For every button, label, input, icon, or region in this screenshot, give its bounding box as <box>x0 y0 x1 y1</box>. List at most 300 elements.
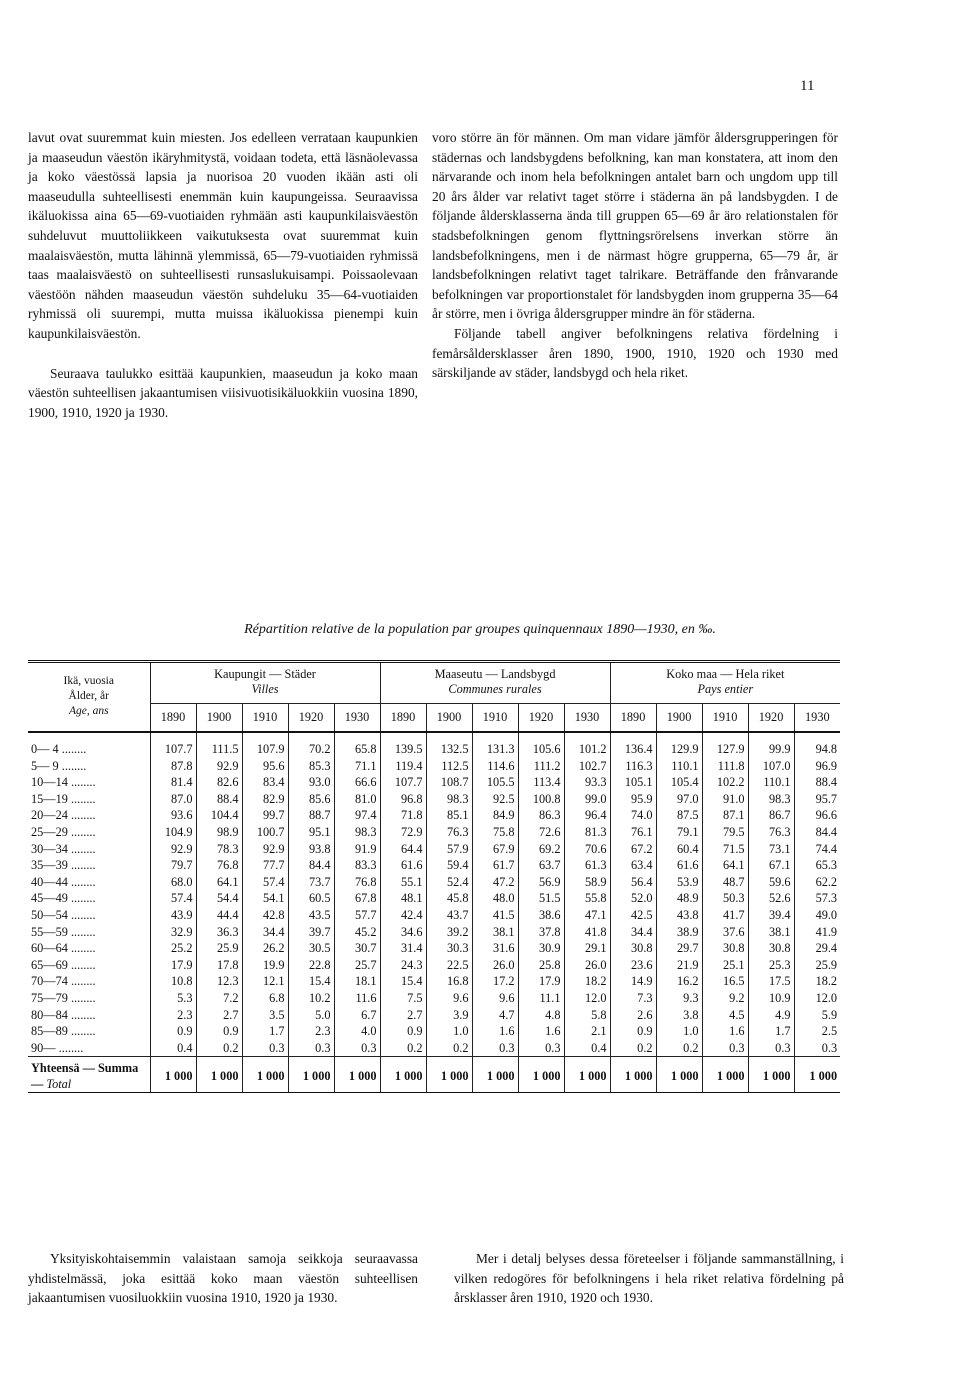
value-cell: 0.4 <box>564 1040 610 1057</box>
value-cell: 7.3 <box>610 990 656 1007</box>
value-cell: 41.8 <box>564 924 610 941</box>
value-cell: 12.0 <box>815 990 838 1005</box>
value-cell: 38.1 <box>748 924 794 941</box>
value-cell: 101.2 <box>564 741 610 758</box>
value-cell: 61.3 <box>564 857 610 874</box>
age-group-cell: 75—79 ........ <box>28 990 150 1007</box>
value-cell: 98.9 <box>196 824 242 841</box>
finnish-paragraph-1: lavut ovat suuremmat kuin miesten. Jos edelleen verrataan kaupunkien ja maaseudun väestön ikäryhmitystä, voidaan todeta, että läsnäolevassa ja koko väestössä lapsia ja nuorisoa 20 vuoden ikään asti oli maaseudulla suhteellisesti enemmän kuin kaupungeissa. Seuraavissa ikäluokissa aina 65—69-vuotiaiden ryhmään asti kaupunkilaisväestön suhdeluvut muuttoliikkeen vaikutuksesta ovat suuremmat kuin maalaisväestön, mutta lähinnä ylemmissä, 65—79-vuotiaiden ryhmissä taas maalaisväestö on suhteellisesti runsaslukuisampi. Poissaolevaan väestöön nähden maaseudun väestön suhdeluku 35—64-vuotiaiden ryhmissä oli suurempi, mutta muissa ikäluokissa pienempi kuin kaupunkilaisväestön. <box>28 130 418 341</box>
total-value-cell: 1 000 <box>150 1057 196 1093</box>
table-body <box>28 732 840 1092</box>
value-cell: 48.0 <box>472 890 518 907</box>
year-header: 1930 <box>564 704 610 733</box>
value-cell: 111.5 <box>196 741 242 758</box>
value-cell: 45.8 <box>426 890 472 907</box>
value-cell: 85.1 <box>426 807 472 824</box>
value-cell: 52.4 <box>426 874 472 891</box>
year-header: 1920 <box>518 704 564 733</box>
value-cell: 25.9 <box>815 957 838 972</box>
value-cell: 36.3 <box>196 924 242 941</box>
value-cell: 112.5 <box>426 758 472 775</box>
value-cell: 116.3 <box>610 758 656 775</box>
swedish-paragraph-3: Mer i detalj belyses dessa företeelser i följande sammanställning, i vilken redogöres för befolkningens i hela riket relativa fördelning på årsklasser åren 1910, 1920 och 1930. <box>454 1251 844 1306</box>
total-value-cell: 1 000 <box>426 1057 472 1093</box>
value-cell: 71.1 <box>334 758 380 775</box>
age-group-cell: 0— 4 ........ <box>28 741 150 758</box>
value-cell: 81.3 <box>564 824 610 841</box>
value-cell: 9.6 <box>426 990 472 1007</box>
value-cell: 43.9 <box>150 907 196 924</box>
value-cell: 3.9 <box>426 1007 472 1024</box>
year-header: 1920 <box>748 704 794 733</box>
value-cell: 25.8 <box>518 957 564 974</box>
value-cell: 132.5 <box>426 741 472 758</box>
value-cell: 48.1 <box>380 890 426 907</box>
value-cell: 76.1 <box>610 824 656 841</box>
value-cell: 127.9 <box>702 741 748 758</box>
value-cell: 70.2 <box>288 741 334 758</box>
value-cell: 48.7 <box>702 874 748 891</box>
value-cell: 50.3 <box>702 890 748 907</box>
value-cell: 79.5 <box>702 824 748 841</box>
population-table <box>28 660 840 1093</box>
value-cell: 98.3 <box>426 791 472 808</box>
value-cell: 81.0 <box>334 791 380 808</box>
value-cell: 1.6 <box>472 1023 518 1040</box>
table-row <box>28 857 840 874</box>
value-cell: 61.6 <box>380 857 426 874</box>
age-group-cell: 25—29 ........ <box>28 824 150 841</box>
value-cell: 15.4 <box>288 973 334 990</box>
year-header: 1910 <box>702 704 748 733</box>
value-cell: 29.1 <box>564 940 610 957</box>
value-cell: 96.6 <box>815 808 838 823</box>
value-cell: 18.2 <box>564 973 610 990</box>
value-cell: 104.9 <box>150 824 196 841</box>
age-group-cell: 30—34 ........ <box>28 841 150 858</box>
value-cell: 15.4 <box>380 973 426 990</box>
value-cell: 1.0 <box>656 1023 702 1040</box>
value-cell: 9.2 <box>702 990 748 1007</box>
value-cell: 84.9 <box>472 807 518 824</box>
total-value-cell: 1 000 <box>794 1057 840 1093</box>
value-cell: 87.0 <box>150 791 196 808</box>
value-cell: 41.7 <box>702 907 748 924</box>
table-row <box>28 907 840 924</box>
value-cell: 57.4 <box>242 874 288 891</box>
value-cell: 83.4 <box>242 774 288 791</box>
total-value-cell: 1 000 <box>288 1057 334 1093</box>
value-cell: 11.1 <box>518 990 564 1007</box>
age-group-cell: 50—54 ........ <box>28 907 150 924</box>
spacer-cell <box>334 732 380 741</box>
table-row <box>28 940 840 957</box>
value-cell: 67.8 <box>334 890 380 907</box>
year-header: 1910 <box>242 704 288 733</box>
age-group-cell: 45—49 ........ <box>28 890 150 907</box>
value-cell: 95.1 <box>288 824 334 841</box>
table-row <box>28 758 840 775</box>
value-cell: 12.0 <box>564 990 610 1007</box>
value-cell: 34.6 <box>380 924 426 941</box>
value-cell: 23.6 <box>610 957 656 974</box>
year-header: 1930 <box>334 704 380 733</box>
year-header: 1890 <box>380 704 426 733</box>
value-cell: 30.8 <box>748 940 794 957</box>
value-cell: 29.4 <box>815 941 838 956</box>
age-group-cell: 65—69 ........ <box>28 957 150 974</box>
value-cell: 17.9 <box>150 957 196 974</box>
value-cell: 99.7 <box>242 807 288 824</box>
value-cell: 12.3 <box>196 973 242 990</box>
value-cell: 2.3 <box>150 1007 196 1024</box>
value-cell: 65.3 <box>815 858 838 873</box>
total-value-cell: 1 000 <box>656 1057 702 1093</box>
value-cell: 64.1 <box>702 857 748 874</box>
value-cell: 108.7 <box>426 774 472 791</box>
spacer-cell <box>610 732 656 741</box>
value-cell: 16.5 <box>702 973 748 990</box>
value-cell: 22.8 <box>288 957 334 974</box>
value-cell: 18.1 <box>334 973 380 990</box>
value-cell: 104.4 <box>196 807 242 824</box>
value-cell: 60.4 <box>656 841 702 858</box>
value-cell: 95.6 <box>242 758 288 775</box>
value-cell: 57.9 <box>426 841 472 858</box>
spacer-cell <box>150 732 196 741</box>
value-cell: 73.1 <box>748 841 794 858</box>
value-cell: 38.9 <box>656 924 702 941</box>
value-cell: 17.2 <box>472 973 518 990</box>
value-cell: 1.6 <box>702 1023 748 1040</box>
value-cell: 84.4 <box>815 824 838 839</box>
age-group-cell: 40—44 ........ <box>28 874 150 891</box>
year-header: 1890 <box>610 704 656 733</box>
value-cell: 107.7 <box>150 741 196 758</box>
value-cell: 83.3 <box>334 857 380 874</box>
value-cell: 43.8 <box>656 907 702 924</box>
total-value-cell: 1 000 <box>610 1057 656 1093</box>
value-cell: 61.6 <box>656 857 702 874</box>
value-cell: 64.4 <box>380 841 426 858</box>
value-cell: 17.8 <box>196 957 242 974</box>
value-cell: 45.2 <box>334 924 380 941</box>
value-cell: 92.9 <box>196 758 242 775</box>
group-header-towns <box>150 662 380 704</box>
value-cell: 2.1 <box>564 1023 610 1040</box>
spacer-cell <box>426 732 472 741</box>
value-cell: 63.7 <box>518 857 564 874</box>
value-cell: 10.8 <box>150 973 196 990</box>
value-cell: 29.7 <box>656 940 702 957</box>
value-cell: 93.0 <box>288 774 334 791</box>
value-cell: 0.3 <box>748 1040 794 1057</box>
value-cell: 41.5 <box>472 907 518 924</box>
value-cell: 3.5 <box>242 1007 288 1024</box>
value-cell: 52.6 <box>748 890 794 907</box>
value-cell: 5.0 <box>288 1007 334 1024</box>
value-cell: 4.5 <box>702 1007 748 1024</box>
value-cell: 42.4 <box>380 907 426 924</box>
value-cell: 53.9 <box>656 874 702 891</box>
value-cell: 10.2 <box>288 990 334 1007</box>
group-rural-label: Maaseutu — Landsbygd <box>434 667 556 681</box>
value-cell: 85.6 <box>288 791 334 808</box>
value-cell: 30.5 <box>288 940 334 957</box>
value-cell: 3.8 <box>656 1007 702 1024</box>
value-cell: 56.4 <box>610 874 656 891</box>
group-country-label: Koko maa — Hela riket <box>666 667 785 681</box>
value-cell: 54.1 <box>242 890 288 907</box>
value-cell: 4.9 <box>748 1007 794 1024</box>
value-cell: 67.1 <box>748 857 794 874</box>
value-cell: 61.7 <box>472 857 518 874</box>
page-number: 11 <box>800 78 815 94</box>
value-cell: 0.9 <box>610 1023 656 1040</box>
value-cell: 0.2 <box>426 1040 472 1057</box>
value-cell: 47.2 <box>472 874 518 891</box>
value-cell: 5.8 <box>564 1007 610 1024</box>
value-cell: 105.1 <box>610 774 656 791</box>
value-cell: 1.7 <box>748 1023 794 1040</box>
value-cell: 11.6 <box>334 990 380 1007</box>
total-value-cell: 1 000 <box>334 1057 380 1093</box>
value-cell: 95.7 <box>815 791 838 806</box>
total-value-cell: 1 000 <box>748 1057 794 1093</box>
value-cell: 26.2 <box>242 940 288 957</box>
value-cell: 100.7 <box>242 824 288 841</box>
value-cell: 66.6 <box>334 774 380 791</box>
spacer-cell <box>28 732 150 741</box>
value-cell: 0.2 <box>656 1040 702 1057</box>
table-row <box>28 841 840 858</box>
value-cell: 79.7 <box>150 857 196 874</box>
year-header: 1900 <box>656 704 702 733</box>
value-cell: 0.3 <box>242 1040 288 1057</box>
value-cell: 37.6 <box>702 924 748 941</box>
value-cell: 88.4 <box>196 791 242 808</box>
finnish-paragraph-3: Yksityiskohtaisemmin valaistaan samoja seikkoja seuraavassa yhdistelmässä, joka esittää koko maan väestön suhteellisen jakaantumisen vuosiluokkiin vuosina 1910, 1920 ja 1930. <box>28 1251 418 1306</box>
value-cell: 14.9 <box>610 973 656 990</box>
value-cell: 7.5 <box>380 990 426 1007</box>
age-group-cell: 15—19 ........ <box>28 791 150 808</box>
finnish-text-column-top <box>28 128 418 422</box>
value-cell: 98.3 <box>334 824 380 841</box>
value-cell: 110.1 <box>748 774 794 791</box>
age-group-cell: 5— 9 ........ <box>28 758 150 775</box>
total-label-french: Total <box>46 1077 72 1092</box>
value-cell: 64.1 <box>196 874 242 891</box>
value-cell: 49.0 <box>815 907 838 922</box>
value-cell: 82.6 <box>196 774 242 791</box>
table-row <box>28 1023 840 1040</box>
age-group-cell: 20—24 ........ <box>28 807 150 824</box>
total-value-cell: 1 000 <box>518 1057 564 1093</box>
value-cell: 31.6 <box>472 940 518 957</box>
value-cell: 86.7 <box>748 807 794 824</box>
total-value-cell: 1 000 <box>380 1057 426 1093</box>
value-cell: 86.3 <box>518 807 564 824</box>
value-cell: 2.5 <box>821 1024 838 1039</box>
value-cell: 60.5 <box>288 890 334 907</box>
value-cell: 25.1 <box>702 957 748 974</box>
table-row <box>28 973 840 990</box>
value-cell: 48.9 <box>656 890 702 907</box>
value-cell: 52.0 <box>610 890 656 907</box>
value-cell: 54.4 <box>196 890 242 907</box>
value-cell: 0.3 <box>472 1040 518 1057</box>
value-cell: 71.8 <box>380 807 426 824</box>
value-cell: 74.0 <box>610 807 656 824</box>
value-cell: 96.8 <box>380 791 426 808</box>
value-cell: 99.0 <box>564 791 610 808</box>
value-cell: 26.0 <box>472 957 518 974</box>
spacer-cell <box>380 732 426 741</box>
table-row <box>28 774 840 791</box>
value-cell: 85.3 <box>288 758 334 775</box>
value-cell: 1.6 <box>518 1023 564 1040</box>
value-cell: 91.0 <box>702 791 748 808</box>
value-cell: 139.5 <box>380 741 426 758</box>
value-cell: 30.8 <box>610 940 656 957</box>
value-cell: 114.6 <box>472 758 518 775</box>
value-cell: 5.3 <box>150 990 196 1007</box>
value-cell: 62.2 <box>815 874 838 889</box>
value-cell: 34.4 <box>610 924 656 941</box>
value-cell: 73.7 <box>288 874 334 891</box>
value-cell: 21.9 <box>656 957 702 974</box>
value-cell: 79.1 <box>656 824 702 841</box>
group-rural-french: Communes rurales <box>448 682 542 696</box>
value-cell: 25.2 <box>150 940 196 957</box>
age-head-swedish: Ålder, år <box>68 689 109 702</box>
value-cell: 93.6 <box>150 807 196 824</box>
value-cell: 59.4 <box>426 857 472 874</box>
value-cell: 34.4 <box>242 924 288 941</box>
value-cell: 25.7 <box>334 957 380 974</box>
value-cell: 18.2 <box>815 974 838 989</box>
age-head-finnish: Ikä, vuosia <box>63 674 114 687</box>
value-cell: 75.8 <box>472 824 518 841</box>
value-cell: 55.1 <box>380 874 426 891</box>
value-cell: 2.7 <box>196 1007 242 1024</box>
year-header-row <box>28 704 840 733</box>
age-group-cell: 60—64 ........ <box>28 940 150 957</box>
value-cell: 76.8 <box>196 857 242 874</box>
spacer-cell <box>242 732 288 741</box>
value-cell: 69.2 <box>518 841 564 858</box>
value-cell: 113.4 <box>518 774 564 791</box>
group-towns-label: Kaupungit — Städer <box>214 667 316 681</box>
value-cell: 42.5 <box>610 907 656 924</box>
value-cell: 24.3 <box>380 957 426 974</box>
value-cell: 76.3 <box>748 824 794 841</box>
value-cell: 47.1 <box>564 907 610 924</box>
value-cell: 100.8 <box>518 791 564 808</box>
value-cell: 25.9 <box>196 940 242 957</box>
value-cell: 2.3 <box>288 1023 334 1040</box>
value-cell: 10.9 <box>748 990 794 1007</box>
value-cell: 16.8 <box>426 973 472 990</box>
value-cell: 9.6 <box>472 990 518 1007</box>
value-cell: 87.1 <box>702 807 748 824</box>
value-cell: 136.4 <box>610 741 656 758</box>
value-cell: 58.9 <box>564 874 610 891</box>
year-header: 1920 <box>288 704 334 733</box>
age-group-cell: 80—84 ........ <box>28 1007 150 1024</box>
value-cell: 43.5 <box>288 907 334 924</box>
total-row <box>28 1057 840 1093</box>
spacer-cell <box>288 732 334 741</box>
age-group-cell: 85—89 ........ <box>28 1023 150 1040</box>
value-cell: 39.7 <box>288 924 334 941</box>
value-cell: 97.0 <box>656 791 702 808</box>
value-cell: 76.8 <box>334 874 380 891</box>
value-cell: 59.6 <box>748 874 794 891</box>
value-cell: 56.9 <box>518 874 564 891</box>
value-cell: 70.6 <box>564 841 610 858</box>
value-cell: 41.9 <box>815 924 838 939</box>
value-cell: 38.6 <box>518 907 564 924</box>
value-cell: 67.9 <box>472 841 518 858</box>
value-cell: 0.9 <box>150 1023 196 1040</box>
value-cell: 0.3 <box>334 1040 380 1057</box>
value-cell: 88.7 <box>288 807 334 824</box>
year-header: 1910 <box>472 704 518 733</box>
value-cell: 37.8 <box>518 924 564 941</box>
table-row <box>28 890 840 907</box>
value-cell: 105.6 <box>518 741 564 758</box>
value-cell: 78.3 <box>196 841 242 858</box>
total-value-cell: 1 000 <box>702 1057 748 1093</box>
value-cell: 68.0 <box>150 874 196 891</box>
value-cell: 30.7 <box>334 940 380 957</box>
swedish-paragraph-1: voro större än för männen. Om man vidare jämför åldersgrupperingen för städernas och landsbygdens befolkning, kan man konstatera, att inom den närvarande och inom hela befolkningen antalet barn och ungdom upp till 20 års ålder var relativt taget större i städerna än på landsbygden. I de följande åldersklasserna ända till gruppen 65—69 år äro relationstalen för stadsbefolkningen genom flyttningsrörelsens inverkan större än landsbefolkningens, men i de närmast högre grupperna, 65—79 år, är landsbefolkningen relativt taget talrikare. Beträffande den frånvarande befolkningen var proportionstalet för landsbygden inom grupperna 35—64 år större, men i övriga åldersgrupper mindre än för städerna. <box>432 130 838 322</box>
value-cell: 1.7 <box>242 1023 288 1040</box>
value-cell: 30.8 <box>702 940 748 957</box>
value-cell: 131.3 <box>472 741 518 758</box>
table-row <box>28 741 840 758</box>
value-cell: 110.1 <box>656 758 702 775</box>
value-cell: 38.1 <box>472 924 518 941</box>
table-row <box>28 874 840 891</box>
value-cell: 94.8 <box>815 742 838 756</box>
spacer-cell <box>702 732 748 741</box>
value-cell: 2.7 <box>380 1007 426 1024</box>
value-cell: 39.4 <box>748 907 794 924</box>
value-cell: 16.2 <box>656 973 702 990</box>
value-cell: 65.8 <box>334 741 380 758</box>
total-value-cell: 1 000 <box>564 1057 610 1093</box>
value-cell: 0.2 <box>380 1040 426 1057</box>
value-cell: 19.9 <box>242 957 288 974</box>
value-cell: 12.1 <box>242 973 288 990</box>
value-cell: 26.0 <box>564 957 610 974</box>
value-cell: 77.7 <box>242 857 288 874</box>
spacer-cell <box>196 732 242 741</box>
population-distribution-table <box>28 660 840 1092</box>
value-cell: 119.4 <box>380 758 426 775</box>
table-row <box>28 1040 840 1057</box>
spacer-cell <box>748 732 794 741</box>
value-cell: 2.6 <box>610 1007 656 1024</box>
value-cell: 96.9 <box>815 758 838 773</box>
finnish-paragraph-2: Seuraava taulukko esittää kaupunkien, maaseudun ja koko maan väestön suhteellisen jakaantumisen viisivuotisikäluokkiin vuosina 1890, 1900, 1910, 1920 ja 1930. <box>28 365 418 420</box>
value-cell: 111.8 <box>702 758 748 775</box>
table-title: Répartition relative de la population par groupes quinquennaux 1890—1930, en ‰. <box>244 622 716 637</box>
table-row <box>28 824 840 841</box>
spacer-cell <box>472 732 518 741</box>
